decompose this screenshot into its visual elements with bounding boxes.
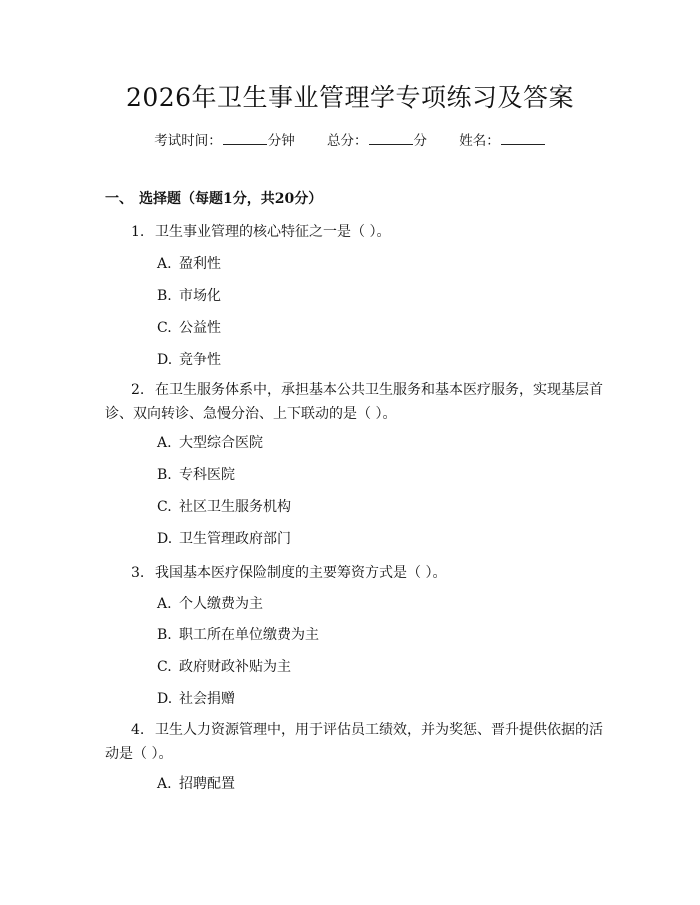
option-3a	[157, 594, 263, 614]
option-2a	[157, 433, 263, 453]
question-3	[105, 561, 611, 585]
page-title: 2026年卫生事业管理学专项练习及答案	[125, 83, 575, 112]
option-letter: C.	[157, 659, 172, 675]
option-letter: D.	[157, 691, 173, 707]
option-2d	[157, 529, 291, 549]
option-letter: B.	[157, 288, 172, 304]
option-letter: A.	[157, 256, 172, 272]
total-score-blank	[369, 130, 413, 145]
option-3d	[157, 689, 235, 709]
option-text: 职工所在单位缴费为主	[179, 627, 319, 643]
section-heading	[105, 189, 322, 209]
option-4a	[157, 774, 235, 794]
exam-time-field	[154, 130, 295, 151]
option-text: 卫生管理政府部门	[179, 531, 291, 547]
total-score-label: 总分：	[327, 133, 368, 149]
option-text: 竞争性	[179, 352, 221, 368]
student-name-blank	[501, 130, 545, 145]
question-text-line2: 诊、双向转诊、急慢分治、上下联动的是（ ）。	[105, 406, 397, 422]
option-text: 招聘配置	[179, 776, 235, 792]
option-letter: C.	[157, 499, 172, 515]
option-3b	[157, 625, 319, 645]
student-name-label: 姓名：	[459, 133, 500, 149]
question-number: 4.	[131, 722, 145, 738]
option-letter: B.	[157, 627, 172, 643]
option-letter: B.	[157, 467, 172, 483]
question-text-line2: 动是（ ）。	[105, 746, 173, 762]
option-letter: C.	[157, 320, 172, 336]
option-letter: A.	[157, 596, 172, 612]
total-score-field	[327, 130, 427, 151]
exam-time-label: 考试时间：	[154, 133, 222, 149]
option-text: 公益性	[179, 320, 221, 336]
option-2b	[157, 465, 235, 485]
option-text: 专科医院	[179, 467, 235, 483]
question-1	[105, 220, 611, 244]
option-1c	[157, 318, 221, 338]
section-title: 选择题（每题1分，共20分）	[139, 191, 323, 207]
question-2	[105, 378, 611, 426]
total-score-unit: 分	[413, 133, 427, 149]
option-text: 社会捐赠	[179, 691, 235, 707]
option-letter: D.	[157, 531, 173, 547]
option-1d	[157, 350, 221, 370]
question-number: 3.	[131, 565, 145, 581]
exam-meta-line	[0, 130, 700, 151]
question-text: 我国基本医疗保险制度的主要筹资方式是（ ）。	[155, 565, 447, 581]
question-number: 1.	[131, 224, 145, 240]
option-text: 盈利性	[179, 256, 221, 272]
question-text: 卫生事业管理的核心特征之一是（ ）。	[155, 224, 391, 240]
option-1a	[157, 254, 221, 274]
question-4	[105, 718, 611, 766]
question-text-line1: 在卫生服务体系中，承担基本公共卫生服务和基本医疗服务，实现基层首	[155, 382, 603, 398]
option-text: 政府财政补贴为主	[179, 659, 291, 675]
option-2c	[157, 497, 291, 517]
option-letter: A.	[157, 776, 172, 792]
option-1b	[157, 286, 221, 306]
question-text-line1: 卫生人力资源管理中，用于评估员工绩效，并为奖惩、晋升提供依据的活	[155, 722, 603, 738]
option-letter: A.	[157, 435, 172, 451]
option-text: 大型综合医院	[179, 435, 263, 451]
option-text: 社区卫生服务机构	[179, 499, 291, 515]
student-name-field	[459, 130, 546, 151]
option-text: 市场化	[179, 288, 221, 304]
question-number: 2.	[131, 382, 145, 398]
exam-time-blank	[223, 130, 267, 145]
section-number: 一、	[105, 191, 133, 207]
option-text: 个人缴费为主	[179, 596, 263, 612]
option-letter: D.	[157, 352, 173, 368]
exam-time-unit: 分钟	[267, 133, 295, 149]
option-3c	[157, 657, 291, 677]
